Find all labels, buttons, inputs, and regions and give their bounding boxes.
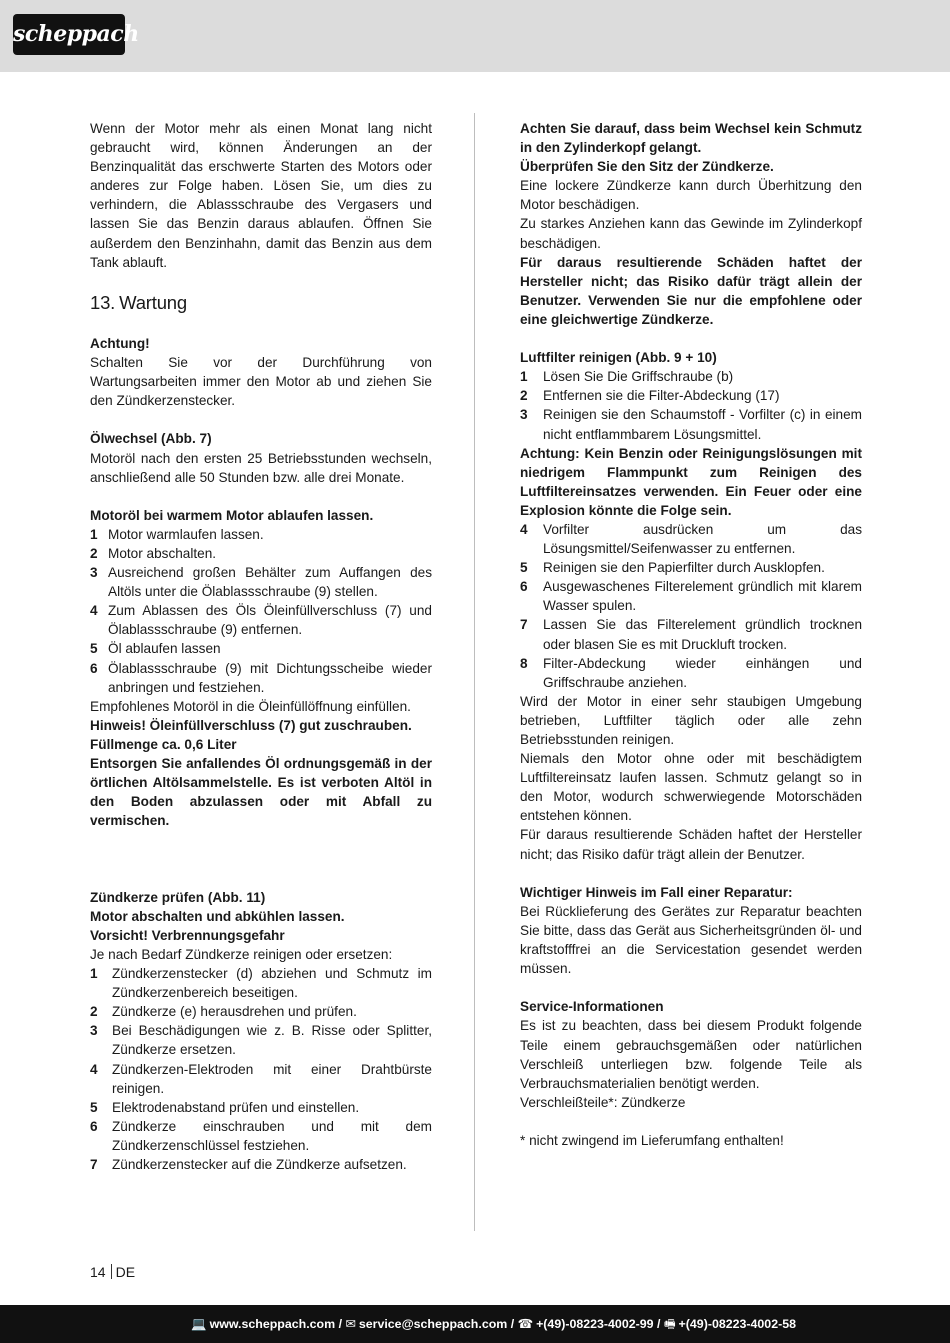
oil-change-paragraph: Motoröl nach den ersten 25 Betriebsstunden wechseln, anschließend alle 50 Stunden bzw. alle drei Monate.: [90, 450, 432, 485]
footer-separator: /: [653, 1317, 664, 1331]
list-item: 7 Lassen Sie das Filterelement gründlich trocknen oder blasen Sie es mit Druckluft trocken.: [520, 617, 862, 652]
liability-warning: Für daraus resultierende Schäden haftet der Hersteller nicht; das Risiko dafür trägt allein der Benutzer. Verwenden Sie nur die empfohlene oder eine gleichwertige Zündkerze.: [520, 254, 862, 327]
page-header: [0, 0, 950, 72]
liability-text: Für daraus resultierende Schäden haftet der Hersteller nicht; das Risiko dafür trägt allein der Benutzer.: [520, 827, 862, 862]
list-item: 6 Zündkerze einschrauben und mit dem Zündkerzenschlüssel festziehen.: [90, 1118, 432, 1153]
list-item: 7 Zündkerzenstecker auf die Zündkerze aufsetzen.: [90, 1156, 407, 1172]
fax-icon: 🖷: [663, 1317, 676, 1331]
wear-parts-text: Verschleißteile*: Zündkerze: [520, 1094, 686, 1110]
service-text: Es ist zu beachten, dass bei diesem Produkt folgende Teile einem gebrauchsgemäßen oder natürlichen Verschleiß unterliegen bzw. folgende Teile als Verbrauchsmaterialien benötigt werden.: [520, 1018, 862, 1091]
left-column: [90, 119, 432, 1174]
spark-plug-heading: Zündkerze prüfen (Abb. 11): [90, 889, 266, 905]
oil-change-heading: Ölwechsel (Abb. 7): [90, 431, 212, 447]
page-number-separator: [111, 1264, 112, 1279]
page-number: [90, 1263, 135, 1282]
repair-text: Bei Rücklieferung des Gerätes zur Reparatur beachten Sie bitte, dass das Gerät aus Sicherheitsgründen öl- und kraftstofffrei an die Servicestation gesendet werden müssen.: [520, 903, 862, 977]
phone-icon: ☎: [517, 1317, 534, 1331]
list-item: 4 Zum Ablassen des Öls Öleinfüllverschluss (7) und Ölablassschraube (9) entfernen.: [90, 603, 432, 638]
section-number: 13.: [90, 291, 116, 313]
air-filter-warning: Achtung: Kein Benzin oder Reinigungslösungen mit niedrigem Flammpunkt zum Reinigen des Luftfiltereinsatzes verwenden. Ein Feuer oder eine Explosion könnte die Folge sein.: [520, 445, 862, 518]
achtung-heading: Achtung!: [90, 335, 150, 351]
list-item: 3 Reinigen sie den Schaumstoff - Vorfilter (c) in einem nicht entflammbarem Lösungsmittel.: [520, 407, 862, 442]
spark-plug-sub1: Motor abschalten und abkühlen lassen.: [90, 908, 345, 924]
list-item: 2 Zündkerze (e) herausdrehen und prüfen.: [90, 1004, 357, 1020]
repair-heading: Wichtiger Hinweis im Fall einer Reparatur:: [520, 884, 793, 900]
footer-phone: +(49)-08223-4002-99: [536, 1317, 654, 1331]
list-item: 5 Reinigen sie den Papierfilter durch Ausklopfen.: [520, 560, 825, 576]
never-run-text: Niemals den Motor ohne oder mit beschädigtem Luftfiltereinsatz laufen lassen. Schmutz gelangt so in den Motor, wodurch schwerwiegende Motorschäden entstehen können.: [520, 751, 862, 824]
list-item: 6 Ölablassschraube (9) mit Dichtungsscheibe wieder anbringen und festziehen.: [90, 660, 432, 695]
list-item: 1 Motor warmlaufen lassen.: [90, 526, 264, 542]
list-item: 8 Filter-Abdeckung wieder einhängen und Griffschraube anziehen.: [520, 655, 862, 690]
service-heading: Service-Informationen: [520, 999, 664, 1015]
computer-icon: 💻: [191, 1317, 207, 1331]
list-item: 1 Lösen Sie Die Griffschraube (b): [520, 369, 734, 385]
air-filter-steps-a: [520, 367, 862, 443]
page-footer: [0, 1305, 950, 1343]
oil-disposal-warning: Entsorgen Sie anfallendes Öl ordnungsgemäß in der örtlichen Altölsammelstelle. Es ist verboten Altöl in den Boden abzulassen oder mit Abfall zu vermischen.: [90, 756, 432, 829]
oil-cap-hint: Hinweis! Öleinfüllverschluss (7) gut zuschrauben.: [90, 717, 412, 733]
page-number-value: 14: [90, 1264, 106, 1280]
list-item: 3 Bei Beschädigungen wie z. B. Risse oder Splitter, Zündkerze ersetzen.: [90, 1023, 432, 1058]
spark-plug-steps: [90, 964, 432, 1174]
recommended-oil-text: Empfohlenes Motoröl in die Öleinfüllöffnung einfüllen.: [90, 698, 411, 714]
email-icon: ✉: [345, 1317, 356, 1331]
section-heading: [90, 291, 432, 315]
dusty-environment-text: Wird der Motor in einer sehr staubigen Umgebung betrieben, Luftfilter täglich oder alle zehn Betriebsstunden reinigen.: [520, 693, 862, 747]
air-filter-steps-b: [520, 520, 862, 692]
air-filter-heading: Luftfilter reinigen (Abb. 9 + 10): [520, 350, 717, 366]
fill-amount: Füllmenge ca. 0,6 Liter: [90, 736, 237, 752]
loose-plug-text: Eine lockere Zündkerze kann durch Überhitzung den Motor beschädigen.: [520, 178, 862, 213]
spark-plug-sub2: Vorsicht! Verbrennungsgefahr: [90, 927, 285, 943]
column-divider: [474, 113, 475, 1231]
footer-separator: /: [335, 1317, 346, 1331]
footer-email[interactable]: service@scheppach.com: [358, 1317, 508, 1331]
overtighten-text: Zu starkes Anziehen kann das Gewinde im Zylinderkopf beschädigen.: [520, 216, 862, 251]
drain-oil-steps: [90, 525, 432, 697]
dirt-warning: Achten Sie darauf, dass beim Wechsel kein Schmutz in den Zylinderkopf gelangt.: [520, 121, 862, 156]
section-title: Wartung: [119, 291, 187, 313]
list-item: 1 Zündkerzenstecker (d) abziehen und Schmutz im Zündkerzenbereich beseitigen.: [90, 966, 432, 1001]
list-item: 2 Motor abschalten.: [90, 545, 217, 561]
list-item: 4 Zündkerzen-Elektroden mit einer Drahtbürste reinigen.: [90, 1061, 432, 1096]
spark-plug-intro: Je nach Bedarf Zündkerze reinigen oder ersetzen:: [90, 946, 393, 962]
list-item: 6 Ausgewaschenes Filterelement gründlich mit klarem Wasser spulen.: [520, 579, 862, 614]
list-item: 3 Ausreichend großen Behälter zum Auffangen des Altöls unter die Ölablassschraube (9) stellen.: [90, 565, 432, 600]
footer-fax: +(49)-08223-4002-58: [678, 1317, 796, 1331]
achtung-paragraph: Schalten Sie vor der Durchführung von Wartungsarbeiten immer den Motor ab und ziehen Sie den Zündkerzenstecker.: [90, 355, 432, 409]
footer-website[interactable]: www.scheppach.com: [209, 1317, 336, 1331]
list-item: 4 Vorfilter ausdrücken um das Lösungsmittel/Seifenwasser zu entfernen.: [520, 521, 862, 557]
drain-oil-heading: Motoröl bei warmem Motor ablaufen lassen.: [90, 507, 374, 523]
storage-paragraph: Wenn der Motor mehr als einen Monat lang nicht gebraucht wird, können Änderungen an der Benzinqualität das erschwerte Starten des Motors oder anderes zur Folge haben. Lösen Sie, um dies zu verhindern, die Ablassschraube des Vergasers und lassen Sie das Benzin daraus ablaufen. Öffnen Sie außerdem den Benzinhahn, damit das Benzin aus dem Tank ablauft.: [90, 121, 432, 270]
check-seat-warning: Überprüfen Sie den Sitz der Zündkerze.: [520, 159, 774, 175]
scheppach-logo: scheppach: [13, 14, 125, 55]
footnote: * nicht zwingend im Lieferumfang enthalten!: [520, 1132, 784, 1148]
right-column: [520, 119, 862, 1150]
list-item: 5 Elektrodenabstand prüfen und einstellen.: [90, 1099, 360, 1115]
page-language: DE: [115, 1264, 136, 1280]
list-item: 5 Öl ablaufen lassen: [90, 641, 221, 657]
list-item: 2 Entfernen sie die Filter-Abdeckung (17): [520, 388, 780, 404]
footer-separator: /: [507, 1317, 518, 1331]
